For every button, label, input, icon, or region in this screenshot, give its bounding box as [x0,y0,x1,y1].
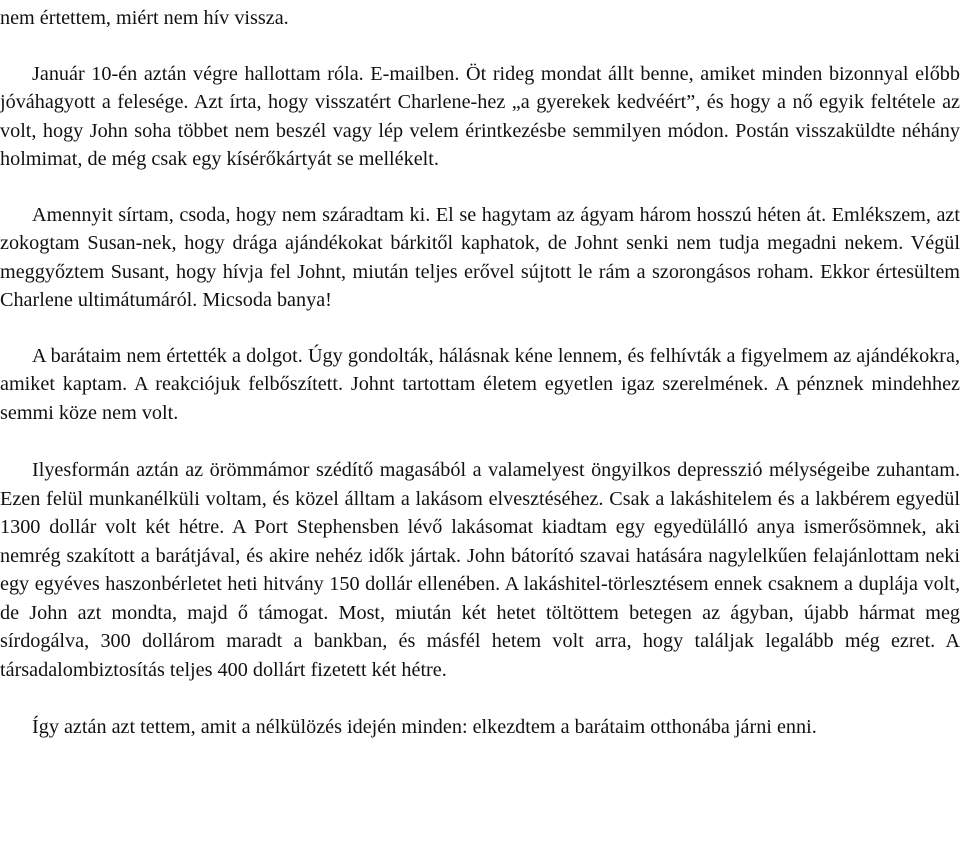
paragraph-2 [0,60,960,174]
paragraph-5 [0,456,960,684]
paragraph-6 [0,713,960,742]
paragraph-spacer [0,315,960,342]
paragraph-spacer [0,33,960,60]
paragraph-6-text: Így aztán azt tettem, amit a nélkülözés idején minden: elkezdtem a barátaim otthonába járni enni. [32,716,817,738]
paragraph-3 [0,201,960,315]
paragraph-4 [0,342,960,428]
paragraph-1 [0,4,960,33]
paragraph-spacer [0,427,960,456]
paragraph-4-text: A barátaim nem értették a dolgot. Úgy gondolták, hálásnak kéne lennem, és felhívták a figyelmem az ajándékokra, amiket kaptam. A reakciójuk felbőszített. Johnt tartottam életem egyetlen igaz szerelmének. A pénznek mindehhez semmi köze nem volt. [0,344,960,424]
paragraph-5-text: Ilyesformán aztán az örömmámor szédítő magasából a valamelyest öngyilkos depresszió mélységeibe zuhantam. Ezen felül munkanélküli voltam, és közel álltam a lakásom elvesztéséhez. Csak a lakáshitelem és a lakbérem egyedül 1300 dollár volt két hétre. A Port Stephensben lévő lakásomat kiadtam egy egyedülálló anya ismerősömnek, aki nemrég szakított a barátjával, és akire nehéz idők jártak. John bátorító szavai hatására nagylelkűen felajánlottam neki egy egyéves haszonbérletet heti hitvány 150 dollár ellenében. A lakáshitel-törlesztésem ennek csaknem a duplája volt, de John azt mondta, majd ő támogat. Most, miután két hetet töltöttem betegen az ágyban, újabb hármat meg sírdogálva, 300 dollárom maradt a bankban, és másfél hetem volt arra, hogy találjak legalább még ezret. A társadalombiztosítás teljes 400 dollárt fizetett két hétre. [0,459,960,681]
paragraph-1-text: nem értettem, miért nem hív vissza. [0,7,289,29]
paragraph-spacer [0,684,960,713]
paragraph-2-text: Január 10-én aztán végre hallottam róla. E-mailben. Öt rideg mondat állt benne, amiket minden bizonnyal előbb jóváhagyott a felesége. Azt írta, hogy visszatért Charlene-hez „a gyerekek kedvéért”, és hogy a nő egyik feltétele az volt, hogy John soha többet nem beszél vagy lép velem érintkezésbe semmilyen módon. Postán visszaküldte néhány holmimat, de még csak egy kísérőkártyát se mellékelt. [0,62,960,170]
paragraph-spacer [0,174,960,201]
paragraph-3-text: Amennyit sírtam, csoda, hogy nem száradtam ki. El se hagytam az ágyam három hosszú héten át. Emlékszem, azt zokogtam Susan-nek, hogy drága ajándékokat bárkitől kaphatok, de Johnt senki nem tudja megadni nekem. Végül meggyőztem Susant, hogy hívja fel Johnt, miután teljes erővel sújtott le rám a szorongásos roham. Ekkor értesültem Charlene ultimátumáról. Micsoda banya! [0,203,960,311]
